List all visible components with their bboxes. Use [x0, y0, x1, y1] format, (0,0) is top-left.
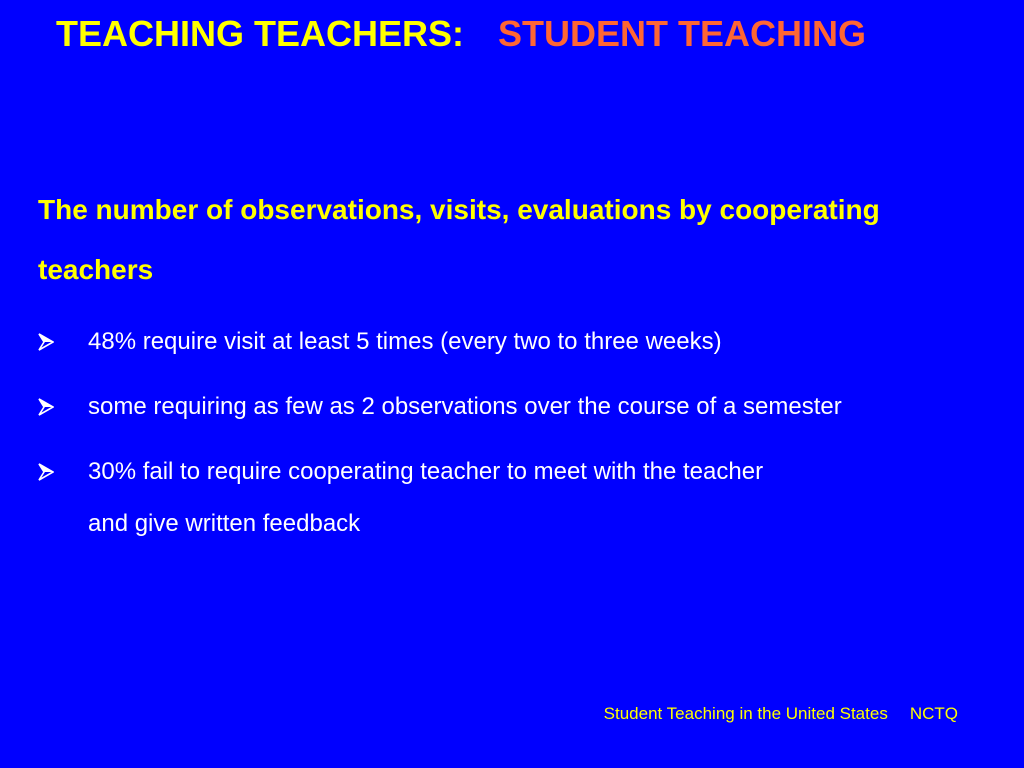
bullet-text: 48% require visit at least 5 times (every two to three weeks)	[88, 328, 722, 355]
title-accent: STUDENT TEACHING	[498, 13, 867, 54]
bullet-item	[38, 381, 1008, 433]
slide-subtitle: The number of observations, visits, evaluations by cooperating teachers	[38, 194, 880, 285]
arrowhead-bullet-icon	[38, 381, 58, 433]
arrowhead-bullet-icon	[38, 316, 58, 368]
bullet-text-line2: and give written feedback	[88, 510, 361, 537]
bullet-list	[38, 316, 1008, 563]
bullet-text: some requiring as few as 2 observations over the course of a semester	[88, 393, 842, 420]
arrowhead-bullet-icon	[38, 446, 58, 498]
bullet-item	[38, 446, 1008, 550]
slide-title	[56, 12, 866, 56]
bullet-item	[38, 316, 1008, 368]
title-main: TEACHING TEACHERS:	[56, 13, 465, 54]
footer-org: NCTQ	[909, 704, 958, 723]
slide-footer	[604, 704, 958, 724]
footer-source: Student Teaching in the United States	[603, 704, 888, 723]
bullet-text-line1: 30% fail to require cooperating teacher to meet with the teacher	[88, 458, 764, 485]
